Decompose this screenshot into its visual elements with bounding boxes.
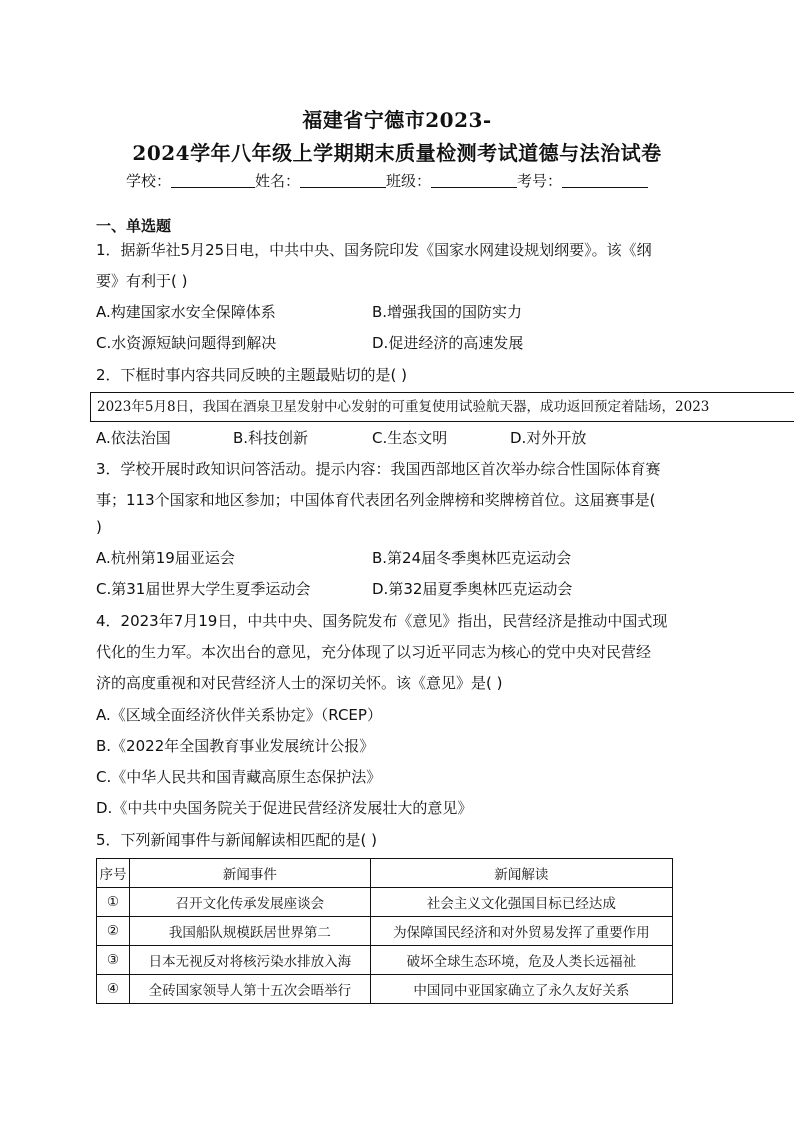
table-row <box>97 888 673 917</box>
q3-stem-line3: ) <box>96 518 102 536</box>
q3-option-c: C.第31届世界大学生夏季运动会 <box>96 580 311 598</box>
q4-option-d: D.《中共中央国务院关于促进民营经济发展壮大的意见》 <box>96 799 473 817</box>
table-header-cell: 序号 <box>97 859 130 888</box>
student-info-row <box>126 170 648 191</box>
q4-stem-line3: 济的高度重视和对民营经济人士的深切关怀。该《意见》是( ) <box>96 674 503 692</box>
table-cell: 召开文化传承发展座谈会 <box>129 888 370 917</box>
q3-option-a: A.杭州第19届亚运会 <box>96 549 235 567</box>
q4-option-b: B.《2022年全国教育事业发展统计公报》 <box>96 737 375 755</box>
table-cell: 我国船队规模跃居世界第二 <box>129 917 370 946</box>
q5-stem: 5．下列新闻事件与新闻解读相匹配的是( ) <box>96 831 378 849</box>
section-heading: 一、单选题 <box>96 217 172 235</box>
q2-option-a: A.依法治国 <box>96 429 171 447</box>
table-cell: 全砖国家领导人第十五次会晤举行 <box>129 975 370 1004</box>
table-header-cell: 新闻事件 <box>129 859 370 888</box>
q4-stem-line2: 代化的生力军。本次出台的意见，充分体现了以习近平同志为核心的党中央对民营经 <box>96 643 652 661</box>
table-cell: 破坏全球生态环境，危及人类长远福祉 <box>370 946 672 975</box>
table-cell: ① <box>97 888 130 917</box>
q2-option-d: D.对外开放 <box>510 429 587 447</box>
q4-option-c: C.《中华人民共和国青藏高原生态保护法》 <box>96 768 382 786</box>
exam-title-line1: 福建省宁德市2023- <box>302 108 492 132</box>
q3-option-b: B.第24届冬季奥林匹克运动会 <box>372 549 572 567</box>
name-label: 姓名： <box>255 172 301 190</box>
q2-news-box: 2023年5月8日，我国在酒泉卫星发射中心发射的可重复使用试验航天器，成功返回预定着陆场，2023 <box>90 392 794 422</box>
q1-stem-line2: 要》有利于( ) <box>96 272 188 290</box>
exam-title-line2: 2024学年八年级上学期期末质量检测考试道德与法治试卷 <box>132 141 662 165</box>
table-cell: 中国同中亚国家确立了永久友好关系 <box>370 975 672 1004</box>
q1-option-c: C.水资源短缺问题得到解决 <box>96 334 277 352</box>
class-label: 班级： <box>386 172 432 190</box>
table-row <box>97 917 673 946</box>
table-row <box>97 946 673 975</box>
table-cell: 社会主义文化强国目标已经达成 <box>370 888 672 917</box>
school-blank <box>171 173 255 188</box>
table-cell: 为保障国民经济和对外贸易发挥了重要作用 <box>370 917 672 946</box>
q1-option-a: A.构建国家水安全保障体系 <box>96 303 276 321</box>
q2-option-b: B.科技创新 <box>233 429 309 447</box>
q4-option-a: A.《区域全面经济伙伴关系协定》（RCEP） <box>96 706 382 724</box>
school-label: 学校： <box>126 172 172 190</box>
q2-option-c: C.生态文明 <box>372 429 448 447</box>
q5-news-table <box>96 858 673 1004</box>
class-blank <box>431 173 517 188</box>
q3-stem-line2: 事；113个国家和地区参加；中国体育代表团名列金牌榜和奖牌榜首位。这届赛事是( <box>96 491 656 509</box>
q1-option-b: B.增强我国的国防实力 <box>372 303 523 321</box>
q3-stem-line1: 3．学校开展时政知识问答活动。提示内容：我国西部地区首次举办综合性国际体育赛 <box>96 460 661 478</box>
table-header-row <box>97 859 673 888</box>
q4-stem-line1: 4．2023年7月19日，中共中央、国务院发布《意见》指出，民营经济是推动中国式现 <box>96 612 668 630</box>
q2-stem: 2．下框时事内容共同反映的主题最贴切的是( ) <box>96 366 408 384</box>
table-cell: ④ <box>97 975 130 1004</box>
number-label: 考号： <box>517 172 563 190</box>
table-cell: ③ <box>97 946 130 975</box>
table-row <box>97 975 673 1004</box>
q1-stem-line1: 1．据新华社5月25日电，中共中央、国务院印发《国家水网建设规划纲要》。该《纲 <box>96 241 652 259</box>
name-blank <box>300 173 386 188</box>
table-header-cell: 新闻解读 <box>370 859 672 888</box>
number-blank <box>562 173 648 188</box>
q3-option-d: D.第32届夏季奥林匹克运动会 <box>372 580 573 598</box>
table-cell: 日本无视反对将核污染水排放入海 <box>129 946 370 975</box>
table-cell: ② <box>97 917 130 946</box>
q1-option-d: D.促进经济的高速发展 <box>372 334 524 352</box>
